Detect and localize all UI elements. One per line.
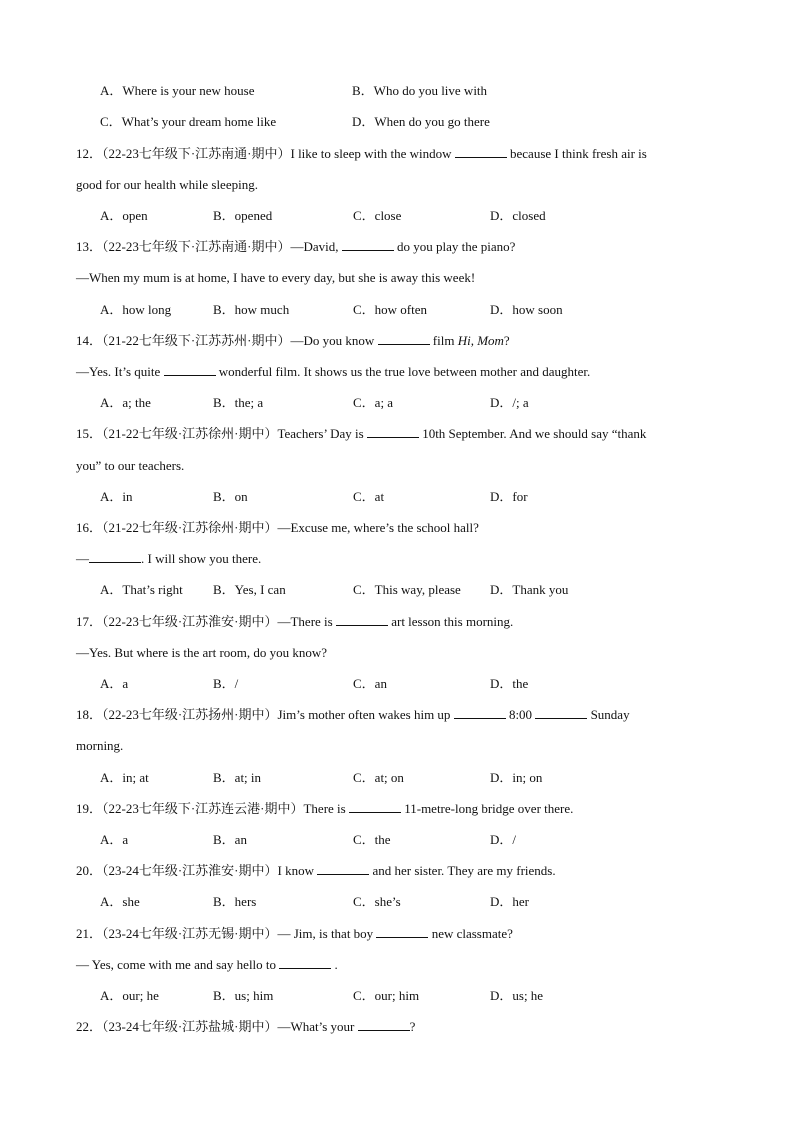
q14-mid: film xyxy=(432,333,455,348)
q19-option-b: B．an xyxy=(213,832,247,847)
q18-option-a: A．in; at xyxy=(100,770,149,785)
q16-stem-cont xyxy=(76,550,261,568)
q20-blank xyxy=(317,862,369,875)
q13-option-d: D．how soon xyxy=(490,302,563,317)
q20-option-d: D．her xyxy=(490,894,529,909)
q16-cont-suffix: . I will show you there. xyxy=(141,551,262,566)
q14-option-b: B．the; a xyxy=(213,395,264,410)
q20-suffix: and her sister. They are my friends. xyxy=(372,863,556,878)
q14-blank-2 xyxy=(164,363,216,376)
q18-option-b: B．at; in xyxy=(213,770,262,785)
q19-blank xyxy=(349,800,401,813)
q11-option-d: D．When do you go there xyxy=(352,114,490,129)
q15-option-c: C．at xyxy=(353,489,385,504)
q21-option-a: A．our; he xyxy=(100,988,159,1003)
q12-blank xyxy=(455,145,507,158)
q20-prefix: 20．（23-24七年级·江苏淮安·期中）I know xyxy=(76,863,314,878)
q19-option-a: A．a xyxy=(100,832,129,847)
q15-blank xyxy=(367,425,419,438)
q11-option-c: C．What’s your dream home like xyxy=(100,114,277,129)
q20-stem xyxy=(76,862,556,880)
q15-option-b: B．on xyxy=(213,489,248,504)
q13-option-b: B．how much xyxy=(213,302,290,317)
q14-stem xyxy=(76,332,510,350)
q15-suffix: 10th September. And we should say “thank xyxy=(422,426,647,441)
q16-option-d: D．Thank you xyxy=(490,582,569,597)
q15-prefix: 15．（21-22七年级·江苏徐州·期中）Teachers’ Day is xyxy=(76,426,364,441)
q21-cont-prefix: — Yes, come with me and say hello to xyxy=(76,957,277,972)
q21-cont-suffix: . xyxy=(334,957,338,972)
q16-option-b: B．Yes, I can xyxy=(213,582,286,597)
q22-suffix: ? xyxy=(409,1019,416,1034)
q17-option-c: C．an xyxy=(353,676,387,691)
q14-prefix: 14．（21-22七年级下·江苏苏州·期中）—Do you know xyxy=(76,333,375,348)
q18-prefix: 18．（22-23七年级·江苏扬州·期中）Jim’s mother often wakes him up xyxy=(76,707,451,722)
q21-option-c: C．our; him xyxy=(353,988,420,1003)
q21-blank-2 xyxy=(279,956,331,969)
q18-stem xyxy=(76,706,630,724)
q15-stem-cont: you” to our teachers. xyxy=(76,458,185,473)
q14-end: ? xyxy=(503,333,510,348)
q13-stem-cont: —When my mum is at home, I have to every day, but she is away this week! xyxy=(76,270,476,285)
q12-stem xyxy=(76,145,647,163)
q20-option-c: C．she’s xyxy=(353,894,401,909)
q20-option-a: A．she xyxy=(100,894,140,909)
q16-cont-prefix: — xyxy=(76,551,89,566)
q17-stem-cont: —Yes. But where is the art room, do you know? xyxy=(76,645,328,660)
q14-option-c: C．a; a xyxy=(353,395,394,410)
q14-option-d: D．/; a xyxy=(490,395,529,410)
q17-prefix: 17．（22-23七年级·江苏淮安·期中）—There is xyxy=(76,614,333,629)
q16-option-c: C．This way, please xyxy=(353,582,461,597)
q13-option-a: A．how long xyxy=(100,302,172,317)
q14-cont-suffix: wonderful film. It shows us the true love between mother and daughter. xyxy=(218,364,591,379)
q22-blank xyxy=(358,1018,410,1031)
q18-suffix: Sunday xyxy=(590,707,630,722)
q13-stem xyxy=(76,238,515,256)
q19-option-c: C．the xyxy=(353,832,391,847)
q19-suffix: 11-metre-long bridge over there. xyxy=(404,801,574,816)
q12-suffix: because I think fresh air is xyxy=(510,146,647,161)
q21-option-b: B．us; him xyxy=(213,988,274,1003)
q12-option-d: D．closed xyxy=(490,208,546,223)
q19-stem xyxy=(76,800,573,818)
q14-cont-prefix: —Yes. It’s quite xyxy=(76,364,161,379)
q18-option-d: D．in; on xyxy=(490,770,543,785)
q12-option-a: A．open xyxy=(100,208,148,223)
q18-stem-cont: morning. xyxy=(76,738,124,753)
q21-blank-1 xyxy=(376,925,428,938)
q21-stem xyxy=(76,925,513,943)
q22-prefix: 22．（23-24七年级·江苏盐城·期中）—What’s your xyxy=(76,1019,355,1034)
q18-option-c: C．at; on xyxy=(353,770,404,785)
q21-prefix: 21．（23-24七年级·江苏无锡·期中）— Jim, is that boy xyxy=(76,926,374,941)
q13-prefix: 13．（22-23七年级下·江苏南通·期中）—David, xyxy=(76,239,339,254)
q17-stem xyxy=(76,613,513,631)
q17-suffix: art lesson this morning. xyxy=(391,614,514,629)
q13-blank xyxy=(342,238,394,251)
q18-mid: 8:00 xyxy=(508,707,533,722)
q22-stem xyxy=(76,1018,415,1036)
q21-stem-cont xyxy=(76,956,338,974)
q18-blank-1 xyxy=(454,706,506,719)
q21-suffix: new classmate? xyxy=(431,926,513,941)
q14-blank-1 xyxy=(378,332,430,345)
q11-option-a: A．Where is your new house xyxy=(100,83,255,98)
q12-option-b: B．opened xyxy=(213,208,273,223)
q14-film-title: Hi, Mom xyxy=(457,333,504,348)
q18-blank-2 xyxy=(535,706,587,719)
q19-option-d: D．/ xyxy=(490,832,517,847)
q17-option-d: D．the xyxy=(490,676,529,691)
q15-option-a: A．in xyxy=(100,489,133,504)
q11-option-b: B．Who do you live with xyxy=(352,83,488,98)
q14-stem-cont xyxy=(76,363,590,381)
q15-stem xyxy=(76,425,646,443)
q15-option-d: D．for xyxy=(490,489,528,504)
q17-blank xyxy=(336,613,388,626)
q12-prefix: 12．（22-23七年级下·江苏南通·期中）I like to sleep with the window xyxy=(76,146,452,161)
q16-option-a: A．That’s right xyxy=(100,582,183,597)
q12-option-c: C．close xyxy=(353,208,402,223)
q16-blank xyxy=(89,550,141,563)
q21-option-d: D．us; he xyxy=(490,988,544,1003)
q12-stem-cont: good for our health while sleeping. xyxy=(76,177,258,192)
q17-option-b: B．/ xyxy=(213,676,239,691)
q13-suffix: do you play the piano? xyxy=(397,239,516,254)
q13-option-c: C．how often xyxy=(353,302,428,317)
q14-option-a: A．a; the xyxy=(100,395,151,410)
q19-prefix: 19．（22-23七年级下·江苏连云港·期中）There is xyxy=(76,801,346,816)
q16-stem: 16．（21-22七年级·江苏徐州·期中）—Excuse me, where’s the school hall? xyxy=(76,520,479,535)
q20-option-b: B．hers xyxy=(213,894,257,909)
q17-option-a: A．a xyxy=(100,676,129,691)
